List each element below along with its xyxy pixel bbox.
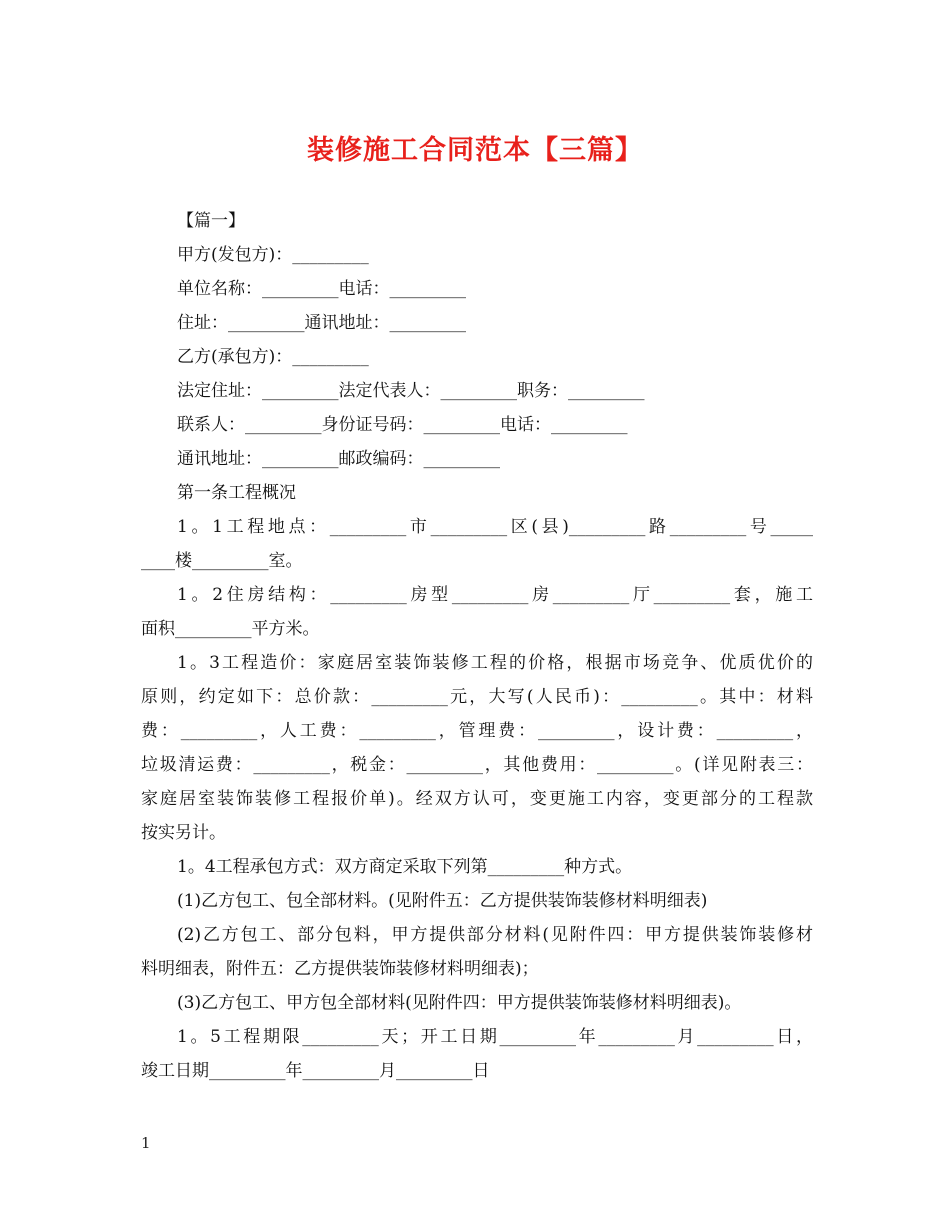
document-title: 装修施工合同范本【三篇】 (307, 135, 643, 166)
clause-1-4-line: 1。4工程承包方式：双方商定采取下列第_________种方式。 (177, 857, 633, 877)
option-3-line: (3)乙方包工、甲方包全部材料(见附件四：甲方提供装饰装修材料明细表)。 (177, 993, 742, 1013)
party-a-address-line: 住址：_________通讯地址：_________ (177, 313, 466, 333)
page-number: 1 (141, 1134, 151, 1152)
clause-1-3-continued: 家庭居室装饰装修工程报价单)。经双方认可，变更施工内容，变更部分的工程款 (141, 789, 813, 809)
party-b-legal-line: 法定住址：_________法定代表人：_________职务：_________ (177, 381, 645, 401)
clause-1-3-continued: 原则，约定如下：总价款：_________元，大写(人民币)：_________。其中：材料 (141, 687, 813, 707)
clause-1-3-continued: 垃圾清运费：_________，税金：_________，其他费用：_________。(详见附表三： (141, 755, 813, 775)
party-a-line: 甲方(发包方)：_________ (177, 245, 369, 265)
party-b-address-line: 通讯地址：_________邮政编码：_________ (177, 449, 500, 469)
option-2-line: (2)乙方包工、部分包料，甲方提供部分材料(见附件四：甲方提供装饰装修材 (177, 925, 813, 945)
party-b-contact-line: 联系人：_________身份证号码：_________电话：_________ (177, 415, 628, 435)
clause-1-1-line: 1。1工程地点：_________市_________区(县)_________路_________号_____ (177, 517, 813, 537)
clause-1-3-continued: 费：_________，人工费：_________，管理费：_________，设计费：_________， (141, 721, 813, 741)
clause-1-3-line: 1。3工程造价：家庭居室装饰装修工程的价格，根据市场竞争、优质优价的 (177, 653, 813, 673)
article-heading: 第一条工程概况 (177, 483, 296, 503)
clause-1-1-continued: ____楼_________室。 (141, 551, 303, 571)
option-1-line: (1)乙方包工、包全部材料。(见附件五：乙方提供装饰装修材料明细表) (177, 891, 708, 911)
clause-1-5-line: 1。5工程期限_________天；开工日期_________年_________月_________日， (177, 1027, 813, 1047)
clause-1-2-line: 1。2住房结构：_________房型_________房_________厅_________套，施工 (177, 585, 813, 605)
clause-1-2-continued: 面积_________平方米。 (141, 619, 320, 639)
party-b-line: 乙方(承包方)：_________ (177, 347, 369, 367)
contract-body (141, 204, 813, 1088)
section-heading: 【篇一】 (177, 211, 245, 231)
option-2-continued: 料明细表，附件五：乙方提供装饰装修材料明细表)； (141, 959, 539, 979)
party-a-unit-line: 单位名称：_________电话：_________ (177, 279, 466, 299)
clause-1-3-continued: 按实另计。 (141, 823, 226, 843)
clause-1-5-continued: 竣工日期_________年_________月_________日 (141, 1061, 490, 1081)
